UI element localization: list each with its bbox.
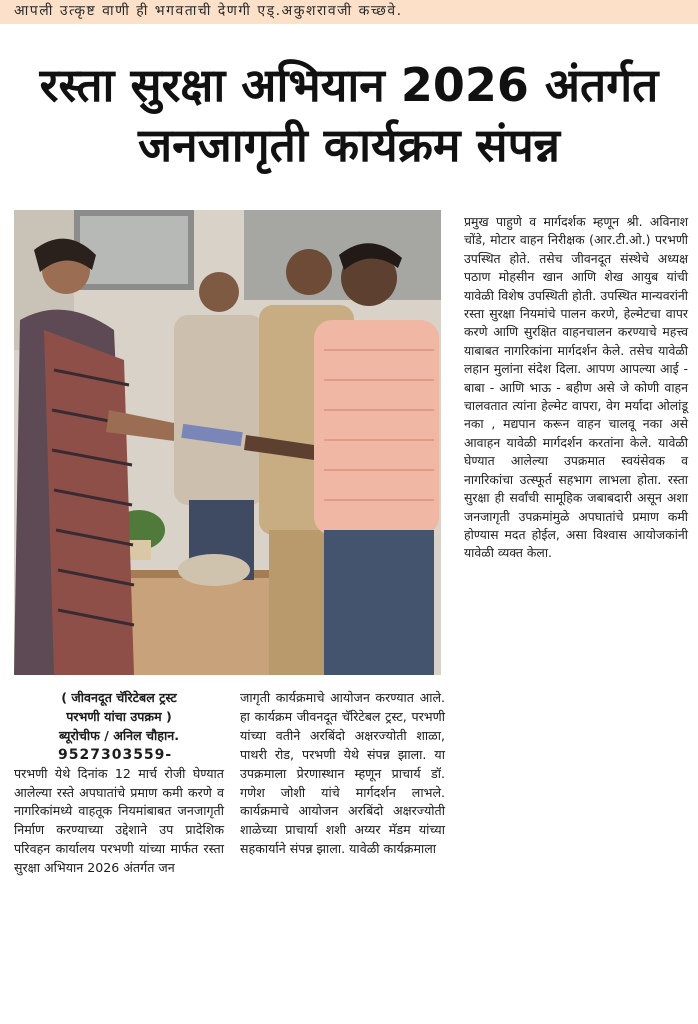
top-strip <box>0 0 698 24</box>
article-text-left: परभणी येथे दिनांक 12 मार्च रोजी घेण्यात आलेल्या रस्ते अपघातांचे प्रमाण कमी करणे व नागरिकांमध्ये वाहतूक नियमांबाबत जनजागृती निर्माण करण्याच्या उद्देशाने उप प्रादेशिक परिवहन कार्यालय परभणी यांच्या मार्फत रस्ता सुरक्षा अभियान 2026 अंतर्गत जन <box>14 765 224 876</box>
byline: ब्यूरोचीफ / अनिल चौहान. <box>58 727 180 743</box>
article-column-left <box>14 689 224 878</box>
event-photo <box>14 210 441 675</box>
phone-number: 9527303559- <box>58 746 173 763</box>
article-column-middle <box>240 689 445 859</box>
article-text-right: प्रमुख पाहुणे व मार्गदर्शक म्हणून श्री. अविनाश चोंडे, मोटार वाहन निरीक्षक (आर.टी.ओ.) परभणी उपस्थित होते. तसेच जीवनदूत संस्थेचे अध्यक्ष पठाण मोहसीन खान आणि शेख आयुब यांची यावेळी विशेष उपस्थिती होती. उपस्थित मान्यवरांनी रस्ता सुरक्षा नियमांचे पालन करणे, हेल्मेटचा वापर करणे आणि सुरक्षित वाहनचालन करण्याचे महत्त्व याबाबत नागरिकांना मार्गदर्शन केले. तसेच यावेळी लहान मुलांना संदेश दिला. आपण आपल्या आई - बाबा - आणि भाऊ - बहीण असे जे कोणी वाहन चालवतात त्यांना हेल्मेट वापरा, वेग मर्यादा ओलांडू नका , मद्यपान करून वाहन चालवू नका असे आवाहन यावेळी मार्गदर्शन करतांना केले. यावेळी घेण्यात आलेल्या उपक्रमात स्वयंसेवक व नागरिकांचा उत्स्फूर्त सहभाग लाभला होता. रस्ता सुरक्षा ही सर्वांची सामूहिक जबाबदारी असून अशा जनजागृती उपक्रमांमुळे अपघातांचे प्रमाण कमी होण्यास मदत होईल, असा विश्वास आयोजकांनी यावेळी व्यक्त केला. <box>464 214 688 561</box>
headline-line-2: जनजागृती कार्यक्रम संपन्न <box>138 118 560 172</box>
article-text-middle: जागृती कार्यक्रमाचे आयोजन करण्यात आले. हा कार्यक्रम जीवनदूत चॅरिटेबल ट्रस्ट, परभणी यांच्या वतीने अरबिंदो अक्षरज्योती शाळा, पाथरी रोड, परभणी येथे संपन्न झाला. या उपक्रमाला प्रेरणास्थान म्हणून प्राचार्य डॉ. गणेश जोशी यांचे मार्गदर्शन लाभले. कार्यक्रमाचे आयोजन अरबिंदो अक्षरज्योती शाळेच्या प्राचार्या शशी अय्यर मॅडम यांच्या सहकार्याने संपन्न झाला. यावेळी कार्यक्रमाला <box>240 690 445 857</box>
credit-line-2: परभणी यांचा उपक्रम ) <box>66 708 172 724</box>
event-photo-illustration <box>14 210 441 675</box>
article-column-right <box>464 213 688 563</box>
top-strip-text: आपली उत्कृष्ट वाणी ही भगवताची देणगी एड्.अकुशरावजी कच्छवे. <box>14 3 403 19</box>
credit-line-1: ( जीवनदूत चॅरिटेबल ट्रस्ट <box>61 690 177 705</box>
headline-line-1: रस्ता सुरक्षा अभियान 2026 अंतर्गत <box>39 58 659 112</box>
